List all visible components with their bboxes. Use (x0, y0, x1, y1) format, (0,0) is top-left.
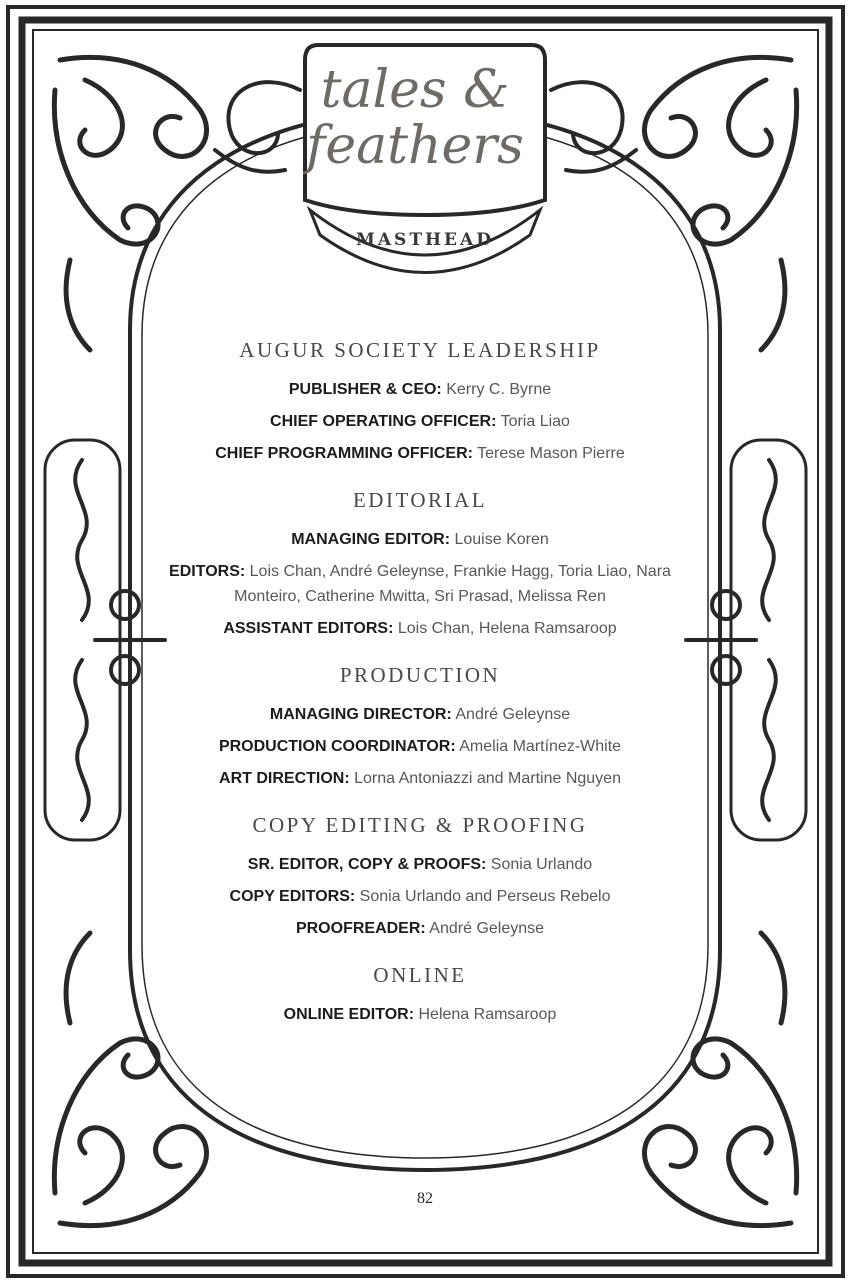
staff-entry (150, 916, 690, 941)
staff-entry (150, 734, 690, 759)
staff-entry (150, 702, 690, 727)
section-heading: PRODUCTION (339, 663, 501, 687)
role-title: ASSISTANT EDITORS: (223, 620, 394, 637)
role-title: MANAGING DIRECTOR: (269, 706, 452, 723)
section-heading: EDITORIAL (352, 488, 488, 512)
masthead-listing (150, 338, 690, 1049)
section-heading: ONLINE (373, 963, 467, 987)
staff-names: Sonia Urlando (490, 856, 593, 873)
staff-entry (150, 441, 690, 466)
staff-names: Louise Koren (454, 531, 549, 548)
staff-names: Lois Chan, Helena Ramsaroop (397, 620, 617, 637)
staff-names: Sonia Urlando and Perseus Rebelo (359, 888, 611, 905)
staff-entry (150, 377, 690, 402)
section-augur-society-leadership (150, 338, 690, 466)
magazine-title (270, 62, 560, 174)
page-number: 82 (417, 1190, 433, 1207)
staff-entry (150, 616, 690, 641)
section-heading: AUGUR SOCIETY LEADERSHIP (239, 338, 601, 362)
section-copy-editing-proofing (150, 813, 690, 941)
masthead-ribbon-label: MASTHEAD (356, 230, 494, 250)
section-heading: COPY EDITING & PROOFING (252, 813, 588, 837)
staff-entry (150, 884, 690, 909)
staff-entry (150, 766, 690, 791)
section-production (150, 663, 690, 791)
role-title: COPY EDITORS: (229, 888, 356, 905)
staff-entry (150, 409, 690, 434)
staff-names: André Geleynse (429, 920, 545, 937)
role-title: CHIEF OPERATING OFFICER: (270, 413, 497, 430)
role-title: PROOFREADER: (295, 920, 426, 937)
staff-names: Kerry C. Byrne (446, 381, 552, 398)
role-title: MANAGING EDITOR: (291, 531, 451, 548)
staff-names: Lorna Antoniazzi and Martine Nguyen (354, 770, 621, 787)
staff-names: Amelia Martínez-White (459, 738, 622, 755)
staff-entry (150, 559, 690, 609)
staff-names: Terese Mason Pierre (477, 445, 625, 462)
role-title: PRODUCTION COORDINATOR: (218, 738, 456, 755)
staff-names: André Geleynse (455, 706, 571, 723)
staff-entry (150, 1002, 690, 1027)
title-line-tales: tales & (320, 60, 510, 120)
staff-names: Helena Ramsaroop (418, 1006, 557, 1023)
staff-entry (150, 852, 690, 877)
section-online (150, 963, 690, 1027)
role-title: EDITORS: (169, 563, 246, 580)
role-title: PUBLISHER & CEO: (288, 381, 442, 398)
staff-names: Toria Liao (500, 413, 570, 430)
role-title: SR. EDITOR, COPY & PROOFS: (247, 856, 487, 873)
staff-entry (150, 527, 690, 552)
title-line-feathers: feathers (306, 116, 524, 176)
section-editorial (150, 488, 690, 641)
role-title: ONLINE EDITOR: (283, 1006, 415, 1023)
role-title: ART DIRECTION: (219, 770, 350, 787)
role-title: CHIEF PROGRAMMING OFFICER: (215, 445, 473, 462)
staff-names: Lois Chan, André Geleynse, Frankie Hagg, Toria Liao, Nara Monteiro, Catherine Mwitta, Sri Prasad, Melissa Ren (234, 563, 671, 605)
